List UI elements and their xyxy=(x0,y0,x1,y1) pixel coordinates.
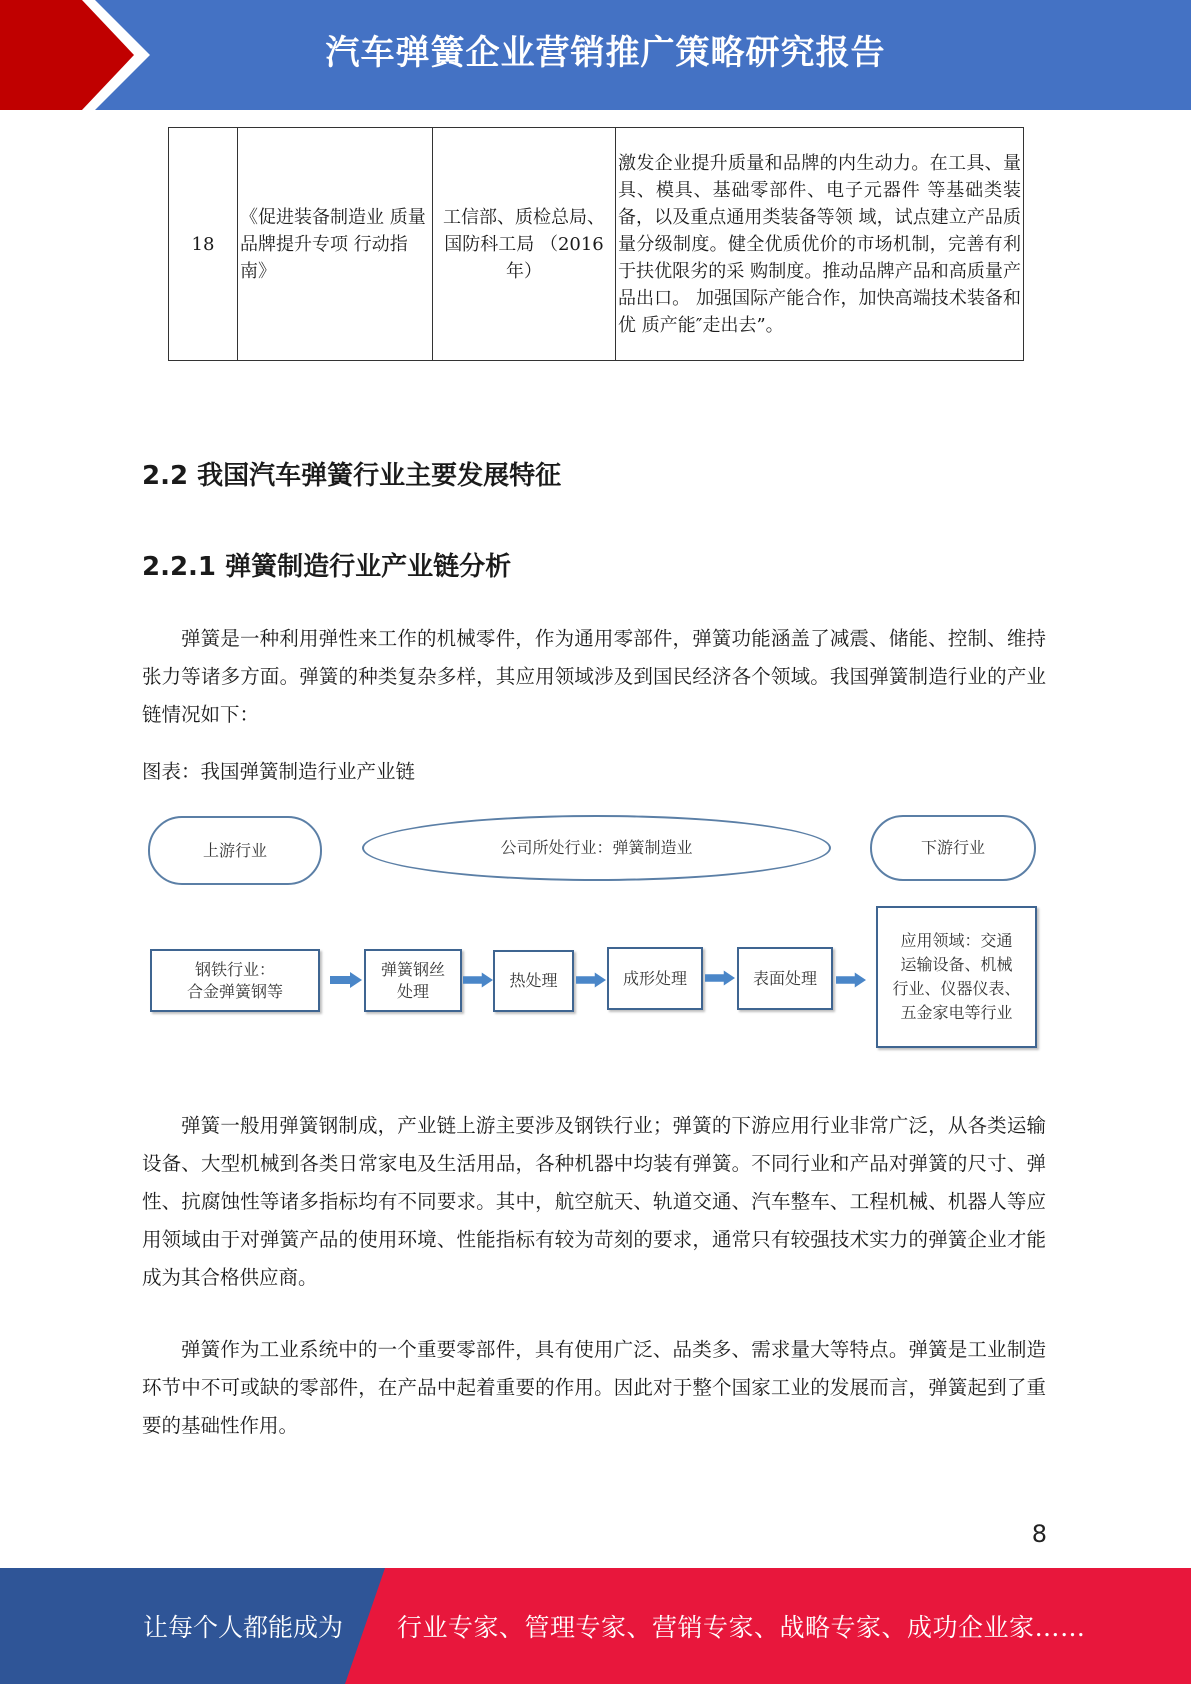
arrow-right-icon xyxy=(463,972,493,988)
company-industry-label: 公司所处行业：弹簧制造业 xyxy=(362,815,831,881)
report-title: 汽车弹簧企业营销推广策略研究报告 xyxy=(325,33,886,73)
subsection-heading: 2.2.1 弹簧制造行业产业链分析 xyxy=(142,552,512,582)
paragraph-intro: 弹簧是一种利用弹性来工作的机械零件，作为通用零部件，弹簧功能涵盖了减震、储能、控制、维持张力等诸多方面。弹簧的种类复杂多样，其应用领域涉及到国民经济各个领域。我国弹簧制造行业的产业链情况如下： xyxy=(142,627,1046,726)
arrow-right-icon xyxy=(330,972,362,988)
page-number: 8 xyxy=(1031,1520,1047,1548)
heat-treatment-box: 热处理 xyxy=(493,950,574,1012)
surface-treatment-box: 表面处理 xyxy=(737,947,833,1010)
footer-slogan-left: 让每个人都能成为 xyxy=(143,1613,344,1642)
paragraph-chain: 弹簧一般用弹簧钢制成，产业链上游主要涉及钢铁行业；弹簧的下游应用行业非常广泛，从各类运输设备、大型机械到各类日常家电及生活用品，各种机器中均装有弹簧。不同行业和产品对弹簧的尺寸、弹性、抗腐蚀性等诸多指标均有不同要求。其中，航空航天、轨道交通、汽车整车、工程机械、机器人等应用领域由于对弹簧产品的使用环境、性能指标有较为苛刻的要求，通常只有较强技术实力的弹簧企业才能成为其合格供应商。 xyxy=(142,1114,1046,1289)
arrow-right-icon xyxy=(836,972,866,988)
arrow-right-icon xyxy=(576,972,606,988)
figure-caption: 图表：我国弹簧制造行业产业链 xyxy=(142,760,416,783)
downstream-label: 下游行业 xyxy=(870,815,1036,881)
application-fields-box: 应用领域：交通 运输设备、机械 行业、仪器仪表、 五金家电等行业 xyxy=(876,906,1037,1048)
upstream-label: 上游行业 xyxy=(148,816,322,885)
policy-table xyxy=(168,127,1024,361)
footer-slogan-right: 行业专家、管理专家、营销专家、战略专家、成功企业家…… xyxy=(397,1613,1086,1642)
issuing-department: 工信部、质检总局、国防科工局 （2016 年） xyxy=(433,128,616,361)
page-footer xyxy=(0,1568,1191,1684)
policy-name: 《促进装备制造业 质量品牌提升专项 行动指南》 xyxy=(238,128,433,361)
steel-industry-box: 钢铁行业： 合金弹簧钢等 xyxy=(150,949,320,1012)
paragraph-importance: 弹簧作为工业系统中的一个重要零部件，具有使用广泛、品类多、需求量大等特点。弹簧是工业制造环节中不可或缺的零部件，在产品中起着重要的作用。因此对于整个国家工业的发展而言，弹簧起到了重要的基础性作用。 xyxy=(142,1338,1046,1437)
page-header xyxy=(0,0,1191,110)
arrow-right-icon xyxy=(705,970,735,986)
spring-wire-box: 弹簧钢丝 处理 xyxy=(364,949,462,1012)
row-number: 18 xyxy=(169,128,238,361)
policy-description: 激发企业提升质量和品牌的内生动力。在工具、量具、模具、基础零部件、电子元器件 等基础类装备，以及重点通用类装备等领 域，试点建立产品质量分级制度。健全优质优价的市场机制，完善有利于扶优限劣的采 购制度。推动品牌产品和高质量产品出口。 加强国际产能合作，加快高端技术装备和优 质产能″走出去”。 xyxy=(616,128,1024,361)
forming-box: 成形处理 xyxy=(607,947,703,1010)
table-row xyxy=(169,128,1024,361)
section-heading: 2.2 我国汽车弹簧行业主要发展特征 xyxy=(142,461,562,491)
